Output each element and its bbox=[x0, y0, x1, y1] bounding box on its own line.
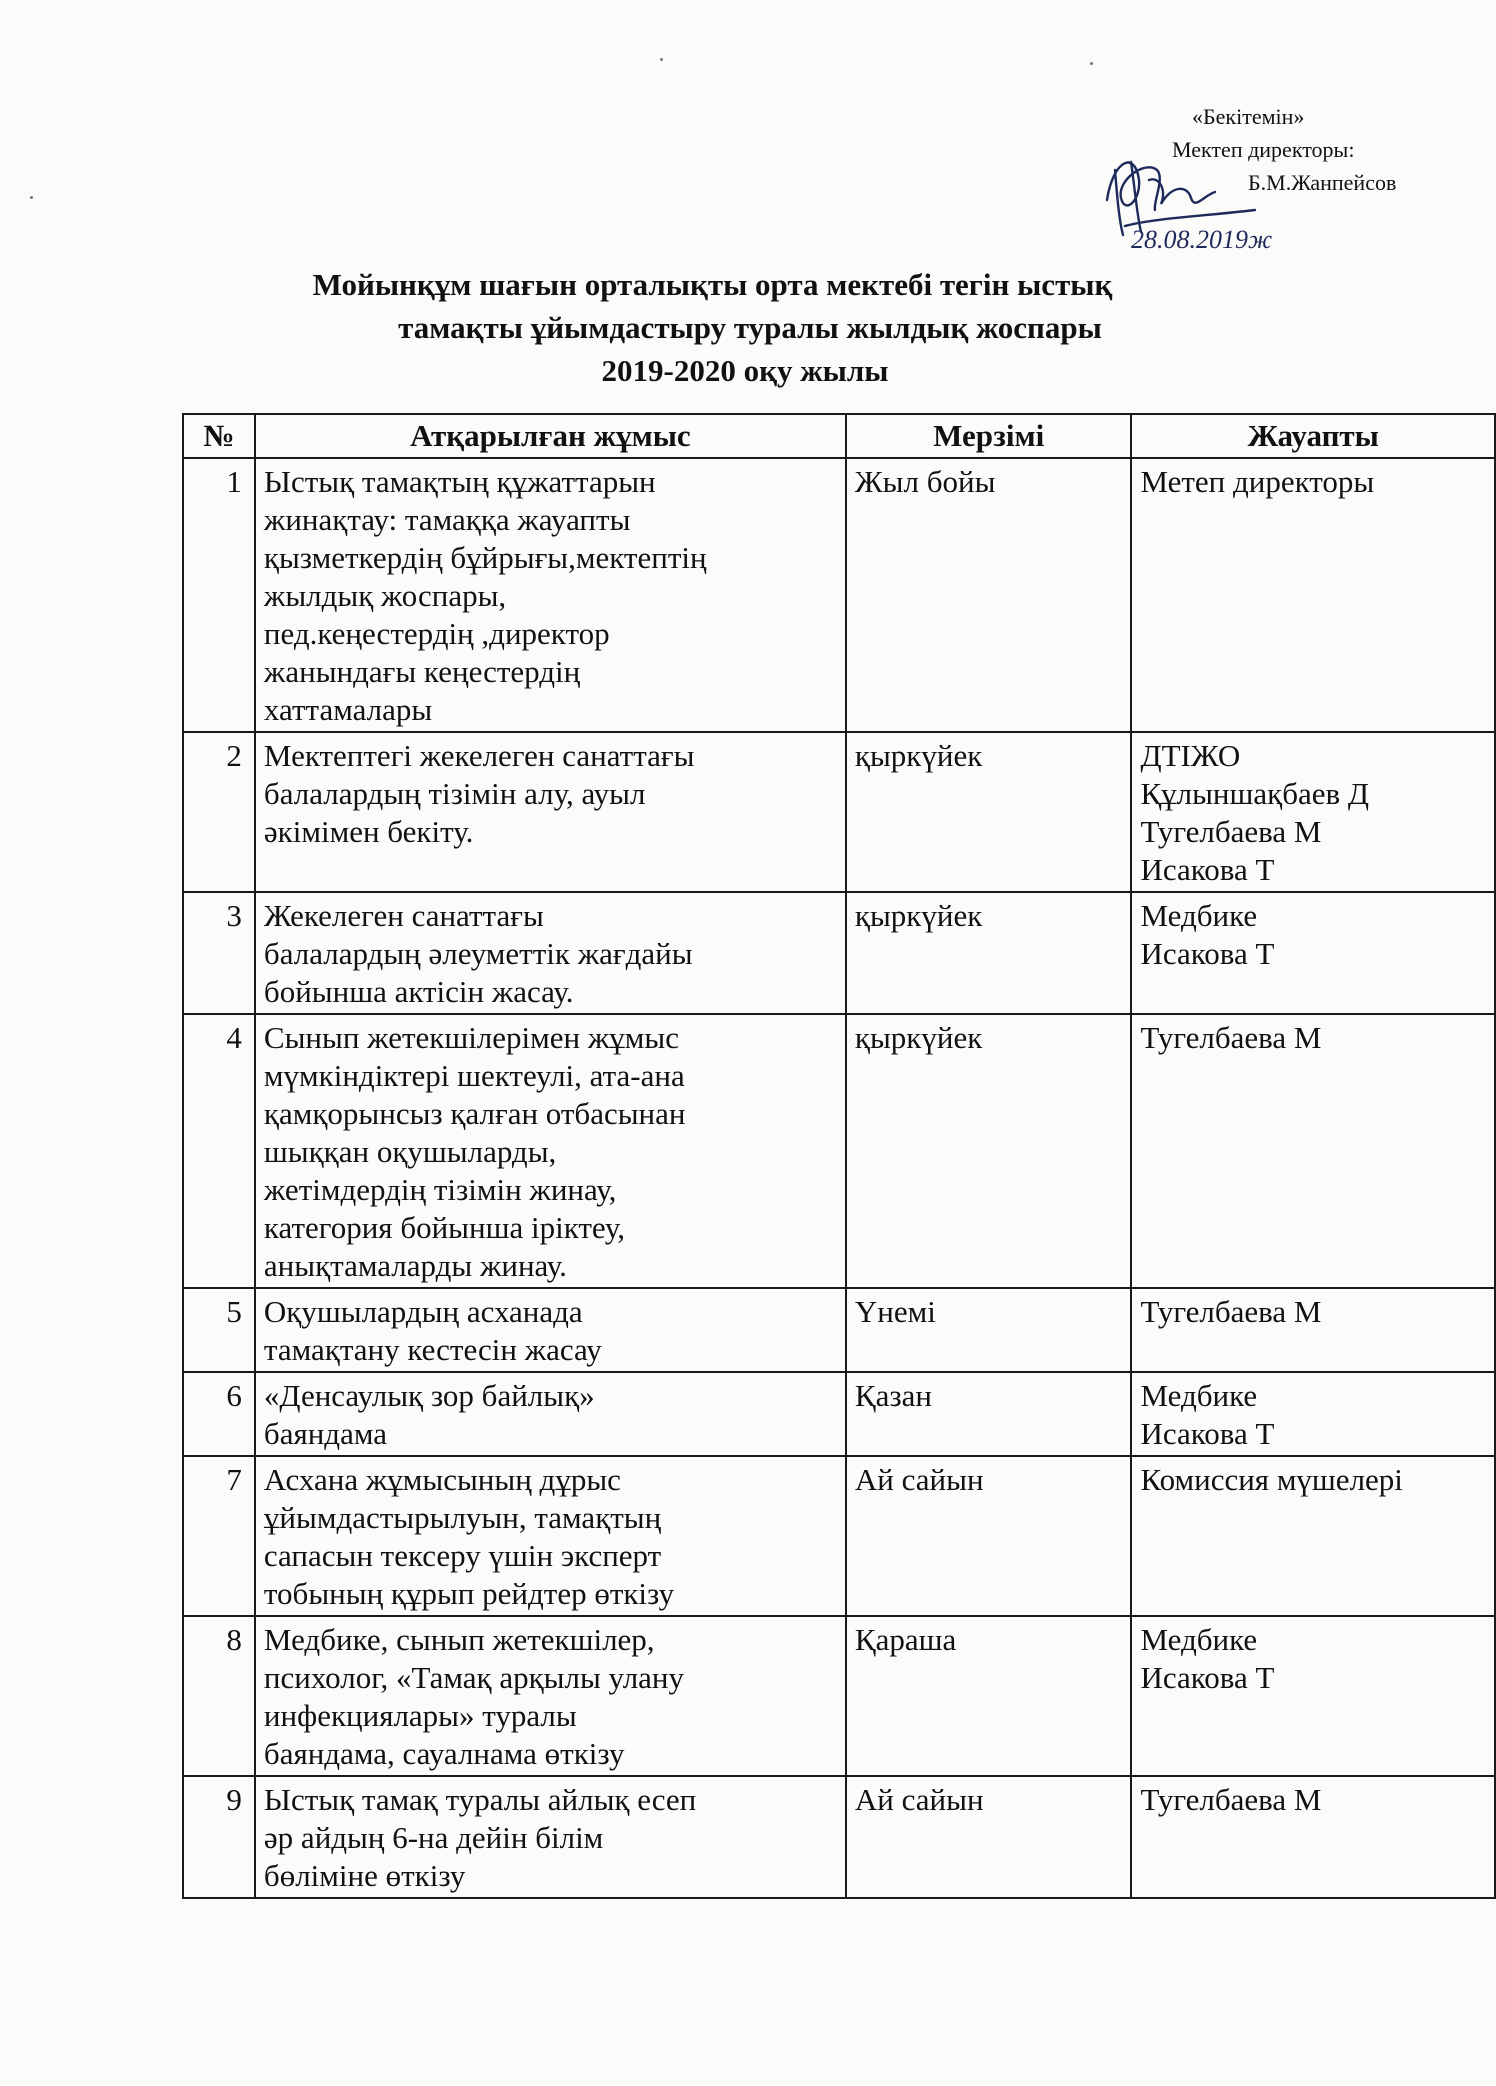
table-row bbox=[183, 1014, 1495, 1288]
row-responsible: Медбике Исакова Т bbox=[1131, 892, 1495, 1014]
table-row bbox=[183, 1456, 1495, 1616]
row-number: 3 bbox=[183, 892, 255, 1014]
row-term: қыркүйек bbox=[846, 1014, 1132, 1288]
row-work: Ыстық тамақтың құжаттарын жинақтау: тамаққа жауапты қызметкердің бұйрығы,мектептің жылдық жоспары, пед.кеңестердің ,директор жанындағы кеңестердің хаттамалары bbox=[255, 458, 846, 732]
row-work: Сынып жетекшілерімен жұмыс мүмкіндіктері шектеулі, ата-ана қамқорынсыз қалған отбасынан шыққан оқушыларды, жетімдердің тізімін жинау, категория бойынша іріктеу, анықтамаларды жинау. bbox=[255, 1014, 846, 1288]
table-row bbox=[183, 1776, 1495, 1898]
row-term: қыркүйек bbox=[846, 892, 1132, 1014]
row-work: Оқушылардың асханада тамақтану кестесін жасау bbox=[255, 1288, 846, 1372]
scan-speck bbox=[1090, 62, 1093, 65]
row-number: 4 bbox=[183, 1014, 255, 1288]
table-header-row bbox=[183, 414, 1495, 458]
table-row bbox=[183, 458, 1495, 732]
header-work: Атқарылған жұмыс bbox=[255, 414, 846, 458]
row-responsible: ДТІЖО Құлыншақбаев Д Тугелбаева М Исакова Т bbox=[1131, 732, 1495, 892]
header-number: № bbox=[183, 414, 255, 458]
row-term: Үнемі bbox=[846, 1288, 1132, 1372]
scan-speck bbox=[660, 58, 663, 61]
table-row bbox=[183, 1372, 1495, 1456]
title-line-3: 2019-2020 оқу жылы bbox=[601, 353, 889, 388]
row-number: 2 bbox=[183, 732, 255, 892]
row-number: 8 bbox=[183, 1616, 255, 1776]
row-responsible: Комиссия мүшелері bbox=[1131, 1456, 1495, 1616]
row-number: 1 bbox=[183, 458, 255, 732]
table-row bbox=[183, 1616, 1495, 1776]
table-row bbox=[183, 732, 1495, 892]
row-term: Жыл бойы bbox=[846, 458, 1132, 732]
row-term: Қараша bbox=[846, 1616, 1132, 1776]
row-work: Мектептегі жекелеген санаттағы балалардың тізімін алу, ауыл әкімімен бекіту. bbox=[255, 732, 846, 892]
row-number: 6 bbox=[183, 1372, 255, 1456]
row-responsible: Тугелбаева М bbox=[1131, 1014, 1495, 1288]
row-responsible: Медбике Исакова Т bbox=[1131, 1616, 1495, 1776]
document-title bbox=[180, 263, 1480, 392]
table-row bbox=[183, 892, 1495, 1014]
row-responsible: Тугелбаева М bbox=[1131, 1288, 1495, 1372]
table-row bbox=[183, 1288, 1495, 1372]
row-term: Қазан bbox=[846, 1372, 1132, 1456]
signature-date: 28.08.2019ж bbox=[1131, 225, 1273, 250]
row-work: Медбике, сынып жетекшілер, психолог, «Тамақ арқылы улану инфекциялары» туралы баяндама, сауалнама өткізу bbox=[255, 1616, 846, 1776]
row-number: 5 bbox=[183, 1288, 255, 1372]
row-term: қыркүйек bbox=[846, 732, 1132, 892]
row-responsible: Медбике Исакова Т bbox=[1131, 1372, 1495, 1456]
row-term: Ай сайын bbox=[846, 1456, 1132, 1616]
header-responsible: Жауапты bbox=[1131, 414, 1495, 458]
plan-table bbox=[182, 413, 1496, 1899]
title-line-1: Мойынқұм шағын орталықты орта мектебі тегін ыстық bbox=[312, 267, 1113, 302]
row-work: «Денсаулық зор байлық» баяндама bbox=[255, 1372, 846, 1456]
title-line-2: тамақты ұйымдастыру туралы жылдық жоспары bbox=[398, 310, 1102, 345]
approval-position: Мектеп директоры: bbox=[1172, 137, 1355, 162]
approval-heading: «Бекітемін» bbox=[1192, 104, 1305, 129]
approval-signer: Б.М.Жанпейсов bbox=[1248, 170, 1397, 195]
row-term: Ай сайын bbox=[846, 1776, 1132, 1898]
header-term: Мерзімі bbox=[846, 414, 1132, 458]
director-signature bbox=[1095, 140, 1275, 250]
row-responsible: Тугелбаева М bbox=[1131, 1776, 1495, 1898]
scan-speck bbox=[30, 196, 33, 199]
row-number: 7 bbox=[183, 1456, 255, 1616]
row-responsible: Метеп директоры bbox=[1131, 458, 1495, 732]
row-number: 9 bbox=[183, 1776, 255, 1898]
row-work: Асхана жұмысының дұрыс ұйымдастырылуын, тамақтың сапасын тексеру үшін эксперт тобының құрып рейдтер өткізу bbox=[255, 1456, 846, 1616]
row-work: Ыстық тамақ туралы айлық есеп әр айдың 6-на дейін білім бөліміне өткізу bbox=[255, 1776, 846, 1898]
row-work: Жекелеген санаттағы балалардың әлеуметтік жағдайы бойынша актісін жасау. bbox=[255, 892, 846, 1014]
